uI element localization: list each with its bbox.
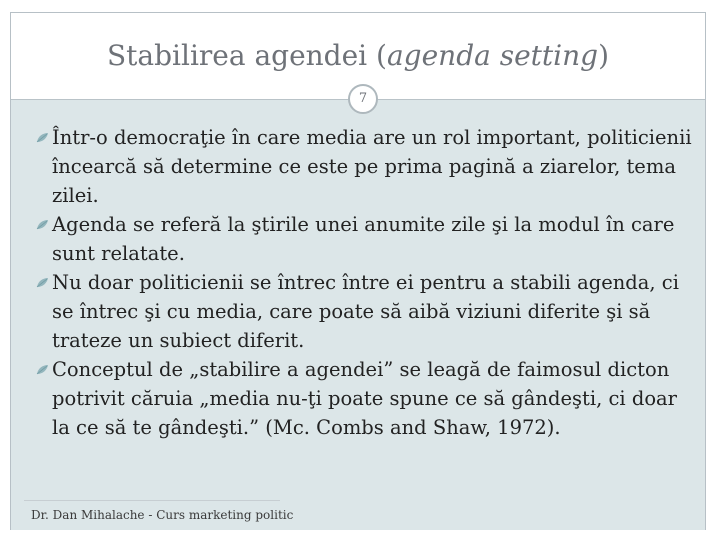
bullet-item — [36, 268, 696, 355]
bullet-item — [36, 355, 696, 442]
title-main: Stabilirea agendei ( — [107, 39, 387, 72]
leaf-bullet-icon — [36, 364, 49, 375]
slide-footer: Dr. Dan Mihalache - Curs marketing politic — [31, 508, 294, 522]
page-number-badge: 7 — [348, 84, 378, 114]
bullet-text: Agenda se referă la ştirile unei anumite zile şi la modul în care sunt relatate. — [52, 213, 675, 265]
bullet-text: Într-o democraţie în care media are un rol important, politicienii încearcă să determine ce este pe prima pagină a ziarelor, tema zilei. — [52, 126, 692, 207]
leaf-bullet-icon — [36, 219, 49, 230]
leaf-bullet-icon — [36, 277, 49, 288]
bullet-text: Conceptul de „stabilire a agendei” se leagă de faimosul dicton potrivit căruia „media nu-ţi poate spune ce să gândeşti, ci doar la ce să te gândeşti.” (Mc. Combs and Shaw, 1972). — [52, 358, 677, 439]
bullet-list — [36, 123, 696, 442]
bullet-item — [36, 210, 696, 268]
title-end: ) — [598, 39, 609, 72]
footer-divider — [24, 500, 280, 501]
bullet-text: Nu doar politicienii se întrec între ei pentru a stabili agenda, ci se întrec şi cu media, care poate să aibă viziuni diferite şi să trateze un subiect diferit. — [52, 271, 679, 352]
bullet-item — [36, 123, 696, 210]
leaf-bullet-icon — [36, 132, 49, 143]
slide-title — [11, 39, 705, 72]
title-italic: agenda setting — [386, 39, 599, 72]
